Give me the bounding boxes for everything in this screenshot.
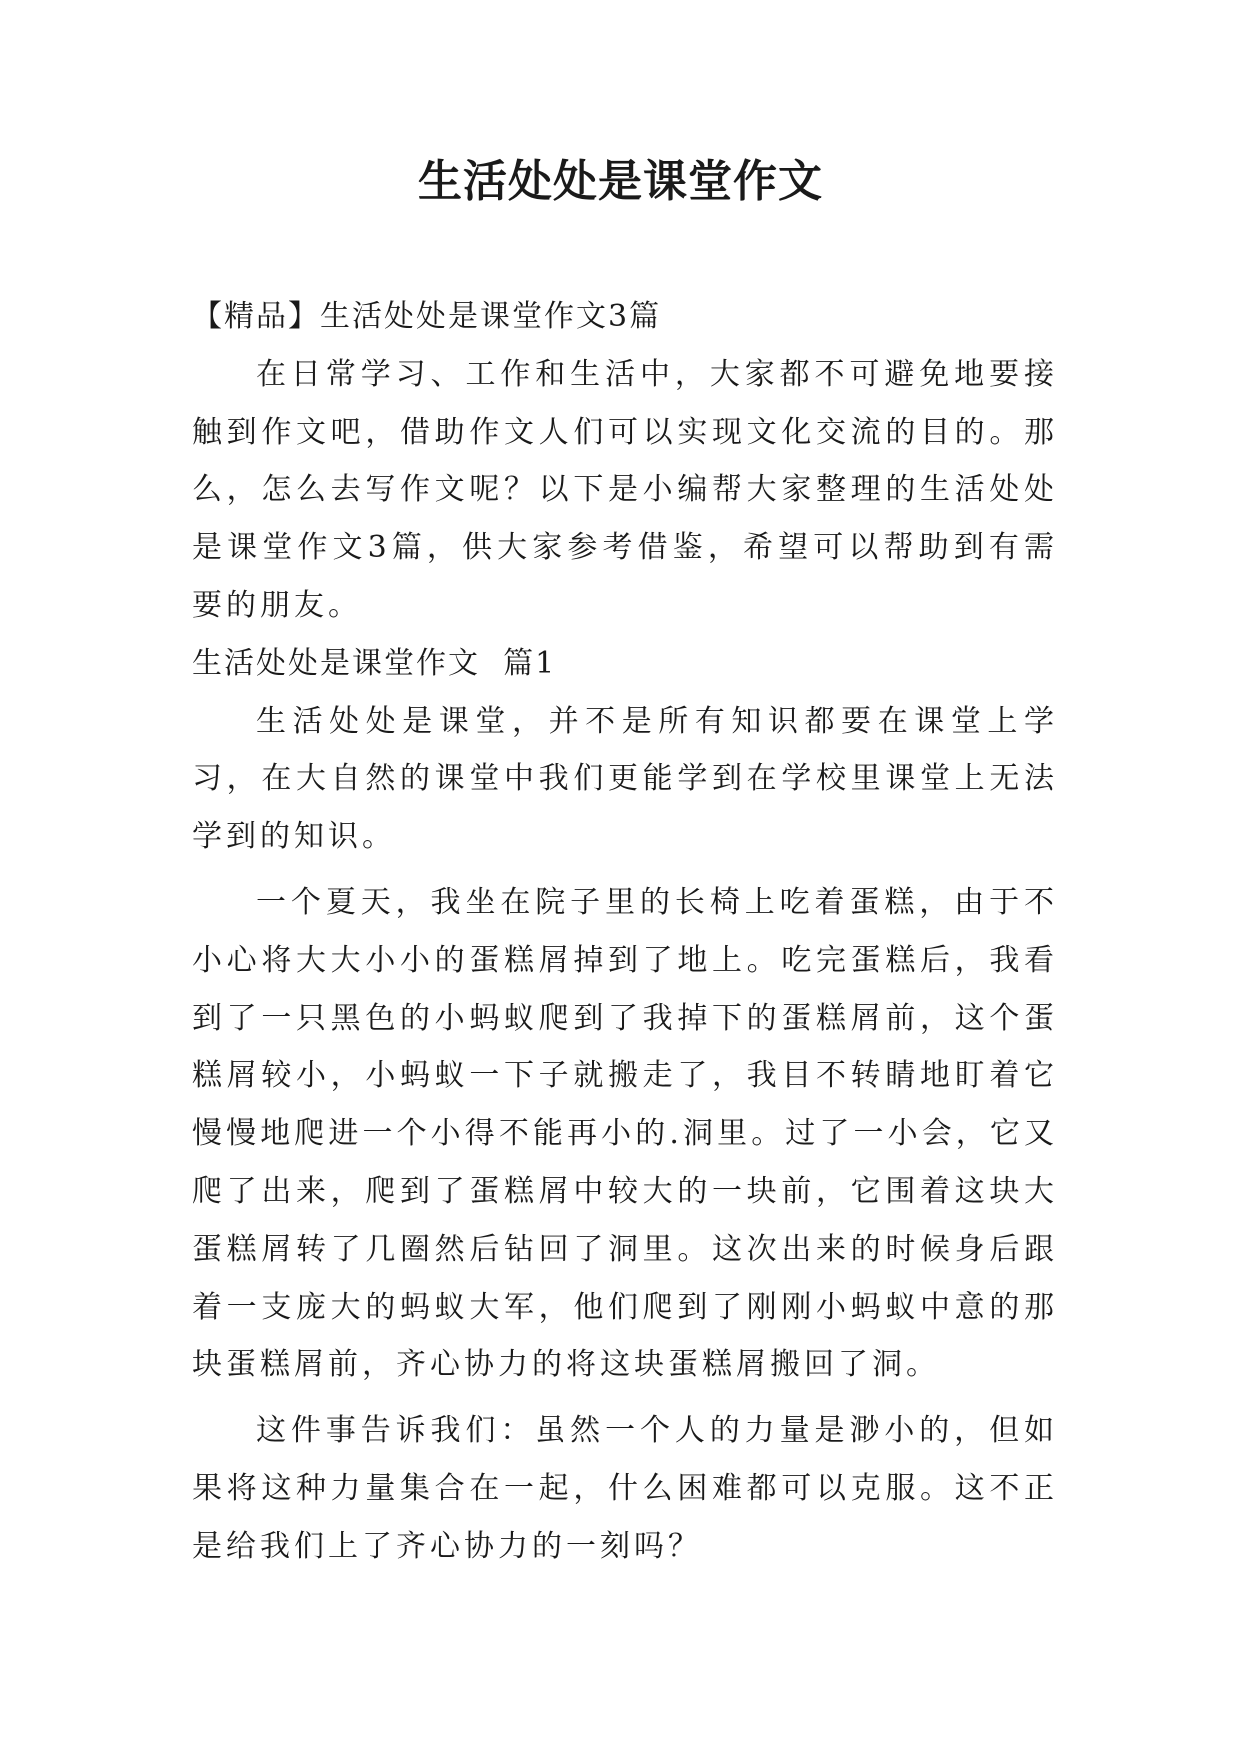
section-heading: 生活处处是课堂作文 篇1 <box>192 645 557 681</box>
body-paragraph: 生活处处是课堂，并不是所有知识都要在课堂上学习，在大自然的课堂中我们更能学到在学校里课堂上无法学到的知识。 <box>192 703 1058 855</box>
document-title: 生活处处是课堂作文 <box>418 156 823 207</box>
body-paragraph: 这件事告诉我们：虽然一个人的力量是渺小的，但如果将这种力量集合在一起，什么困难都可以克服。这不正是给我们上了齐心协力的一刻吗？ <box>192 1413 1058 1564</box>
document-subtitle: 【精品】生活处处是课堂作文3篇 <box>192 299 662 334</box>
document-body <box>192 288 1058 1576</box>
intro-paragraph: 在日常学习、工作和生活中，大家都不可避免地要接触到作文吧，借助作文人们可以实现文化交流的目的。那么，怎么去写作文呢？以下是小编帮大家整理的生活处处是课堂作文3篇，供大家参考借鉴，希望可以帮助到有需要的朋友。 <box>192 356 1058 623</box>
body-paragraph: 一个夏天，我坐在院子里的长椅上吃着蛋糕，由于不小心将大大小小的蛋糕屑掉到了地上。吃完蛋糕后，我看到了一只黑色的小蚂蚁爬到了我掉下的蛋糕屑前，这个蛋糕屑较小，小蚂蚁一下子就搬走了，我目不转睛地盯着它慢慢地爬进一个小得不能再小的.洞里。过了一小会，它又爬了出来，爬到了蛋糕屑中较大的一块前，它围着这块大蛋糕屑转了几圈然后钻回了洞里。这次出来的时候身后跟着一支庞大的蚂蚁大军，他们爬到了刚刚小蚂蚁中意的那块蛋糕屑前，齐心协力的将这块蛋糕屑搬回了洞。 <box>192 884 1058 1383</box>
